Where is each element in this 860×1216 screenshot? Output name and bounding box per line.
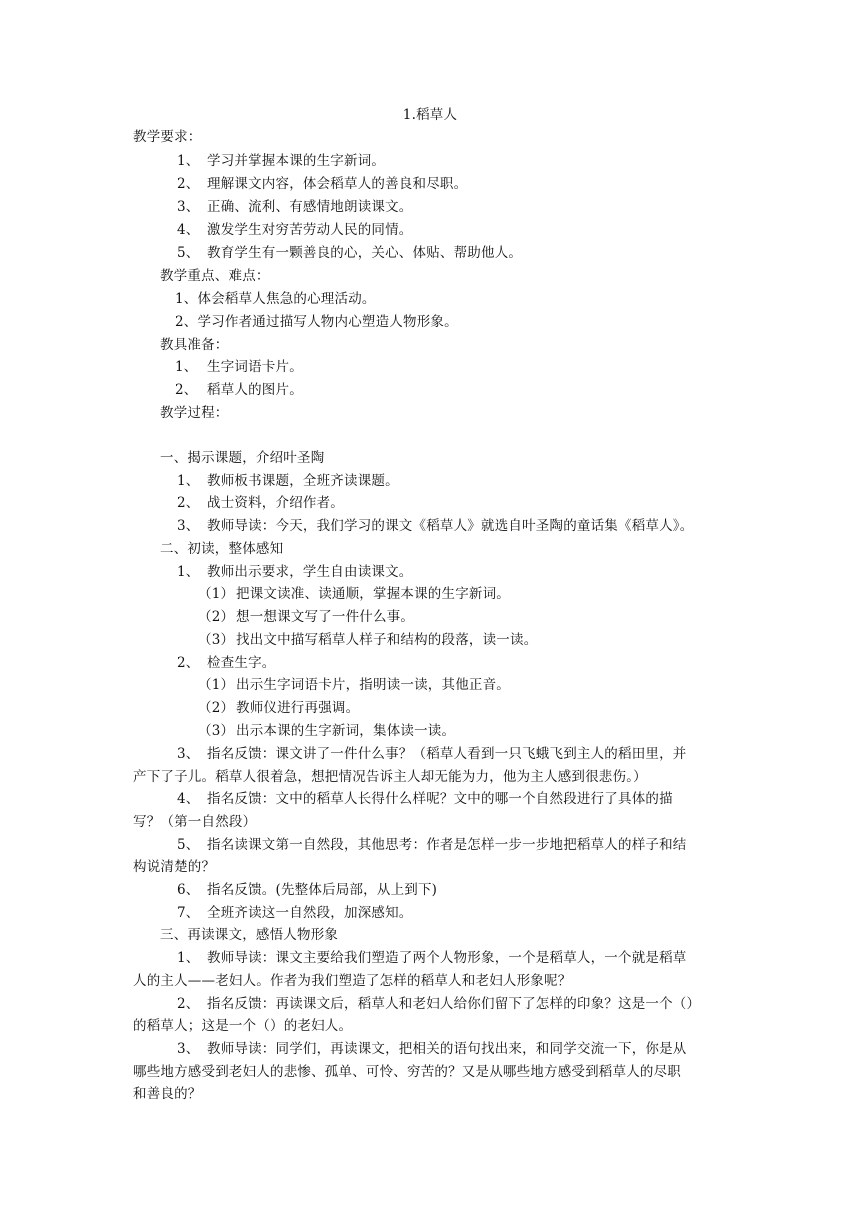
step-item <box>177 745 687 763</box>
material-item <box>175 358 303 376</box>
step-continuation: 和善良的？ <box>133 1086 202 1102</box>
item-text: 检查生字。 <box>207 655 276 671</box>
item-number: 5、 <box>177 837 200 853</box>
item-text: 找出文中描写稻草人样子和结构的段落，读一读。 <box>236 632 538 648</box>
item-text: 稻草人的图片。 <box>207 382 303 398</box>
item-number: 2、 <box>177 655 200 671</box>
item-number: 2、 <box>177 495 200 511</box>
item-text: 学习并掌握本课的生字新词。 <box>207 153 386 169</box>
step-item <box>177 654 276 672</box>
item-number: （1） <box>198 586 235 602</box>
section-heading: 二、初读，整体感知 <box>160 541 284 557</box>
key-point-item: 1、体会稻草人焦急的心理活动。 <box>175 291 376 307</box>
process-heading: 教学过程： <box>160 405 229 421</box>
item-text: 教师出示要求，学生自由读课文。 <box>207 564 413 580</box>
item-number: 3、 <box>177 199 200 215</box>
item-text: 出示本课的生字新词，集体读一读。 <box>236 723 456 739</box>
item-text: 正确、流利、有感情地朗读课文。 <box>207 199 413 215</box>
step-continuation: 产下了子儿。稻草人很着急，想把情况告诉主人却无能为力，他为主人感到很悲伤。） <box>133 769 647 785</box>
item-number: 2、 <box>175 382 198 398</box>
item-number: 1、 <box>177 564 200 580</box>
item-text: 教师仪进行再强调。 <box>236 700 360 716</box>
materials-heading: 教具准备： <box>160 337 229 353</box>
step-item <box>177 881 437 899</box>
item-text: 战士资料，介绍作者。 <box>207 495 344 511</box>
item-text: 指名读课文第一自然段，其他思考：作者是怎样一步一步地把稻草人的样子和结 <box>207 837 687 853</box>
item-text: 教师导读：课文主要给我们塑造了两个人物形象，一个是稻草人，一个就是稻草 <box>207 950 687 966</box>
item-number: 7、 <box>177 905 200 921</box>
item-text: 教育学生有一颗善良的心，关心、体贴、帮助他人。 <box>207 245 523 261</box>
sub-item <box>198 676 510 694</box>
item-number: 4、 <box>177 791 200 807</box>
requirement-item <box>177 221 413 239</box>
item-number: 2、 <box>177 176 200 192</box>
item-number: 3、 <box>177 746 200 762</box>
step-item <box>177 790 673 808</box>
key-point-item: 2、学习作者通过描写人物内心塑造人物形象。 <box>175 314 458 330</box>
material-item <box>175 381 303 399</box>
item-number: 4、 <box>177 222 200 238</box>
requirements-heading: 教学要求： <box>133 129 202 145</box>
item-text: 指名反馈：课文讲了一件什么事？（稻草人看到一只飞蛾飞到主人的稻田里，并 <box>207 746 687 762</box>
step-item <box>177 472 399 490</box>
step-item <box>177 1040 687 1058</box>
item-text: 想一想课文写了一件什么事。 <box>236 609 415 625</box>
step-item <box>177 517 693 535</box>
item-number: 2、 <box>177 996 200 1012</box>
item-number: （3） <box>198 723 235 739</box>
item-text: 指名反馈：文中的稻草人长得什么样呢？文中的哪一个自然段进行了具体的描 <box>207 791 673 807</box>
item-number: （1） <box>198 677 235 693</box>
section-heading: 三、再读课文，感悟人物形象 <box>160 927 339 943</box>
sub-item <box>198 608 414 626</box>
step-item <box>177 494 344 512</box>
step-continuation: 人的主人——老妇人。作者为我们塑造了怎样的稻草人和老妇人形象呢？ <box>133 973 572 989</box>
item-number: 1、 <box>177 950 200 966</box>
item-number: 1、 <box>175 359 198 375</box>
item-text: 把课文读准、读通顺，掌握本课的生字新词。 <box>236 586 510 602</box>
item-number: 3、 <box>177 1041 200 1057</box>
sub-item <box>198 722 455 740</box>
item-text: 出示生字词语卡片，指明读一读，其他正音。 <box>236 677 510 693</box>
page-title: 1.稻草人 <box>402 107 458 123</box>
item-text: 理解课文内容，体会稻草人的善良和尽职。 <box>207 176 468 192</box>
step-continuation: 写？（第一自然段） <box>133 814 257 830</box>
item-number: 6、 <box>177 882 200 898</box>
item-number: （2） <box>198 609 235 625</box>
item-number: 3、 <box>177 518 200 534</box>
item-text: 激发学生对穷苦劳动人民的同情。 <box>207 222 413 238</box>
key-points-heading: 教学重点、难点： <box>160 268 270 284</box>
requirement-item <box>177 152 385 170</box>
item-text: 教师板书课题，全班齐读课题。 <box>207 473 399 489</box>
requirement-item <box>177 198 413 216</box>
sub-item <box>198 699 359 717</box>
step-item <box>177 563 413 581</box>
step-continuation: 的稻草人；这是一个（）的老妇人。 <box>133 1018 353 1034</box>
item-number: 1、 <box>177 153 200 169</box>
item-number: （2） <box>198 700 235 716</box>
sub-item <box>198 585 510 603</box>
item-text: 指名反馈：再读课文后，稻草人和老妇人给你们留下了怎样的印象？这是一个（） <box>207 996 701 1012</box>
section-heading: 一、揭示课题，介绍叶圣陶 <box>160 450 325 466</box>
item-text: 生字词语卡片。 <box>207 359 303 375</box>
item-number: 5、 <box>177 245 200 261</box>
item-text: 全班齐读这一自然段，加深感知。 <box>207 905 413 921</box>
step-continuation: 构说清楚的？ <box>133 859 216 875</box>
step-item <box>177 836 687 854</box>
item-text: 教师导读：今天，我们学习的课文《稻草人》就选自叶圣陶的童话集《稻草人》。 <box>207 518 694 534</box>
item-number: 1、 <box>177 473 200 489</box>
item-text: 教师导读：同学们，再读课文，把相关的语句找出来，和同学交流一下，你是从 <box>207 1041 687 1057</box>
requirement-item <box>177 175 467 193</box>
step-continuation: 哪些地方感受到老妇人的悲惨、孤单、可怜、穷苦的？又是从哪些地方感受到稻草人的尽职 <box>133 1064 681 1080</box>
sub-item <box>198 631 537 649</box>
step-item <box>177 995 700 1013</box>
item-text: 指名反馈。(先整体后局部，从上到下) <box>207 882 438 898</box>
item-number: （3） <box>198 632 235 648</box>
step-item <box>177 949 687 967</box>
requirement-item <box>177 244 522 262</box>
step-item <box>177 904 413 922</box>
